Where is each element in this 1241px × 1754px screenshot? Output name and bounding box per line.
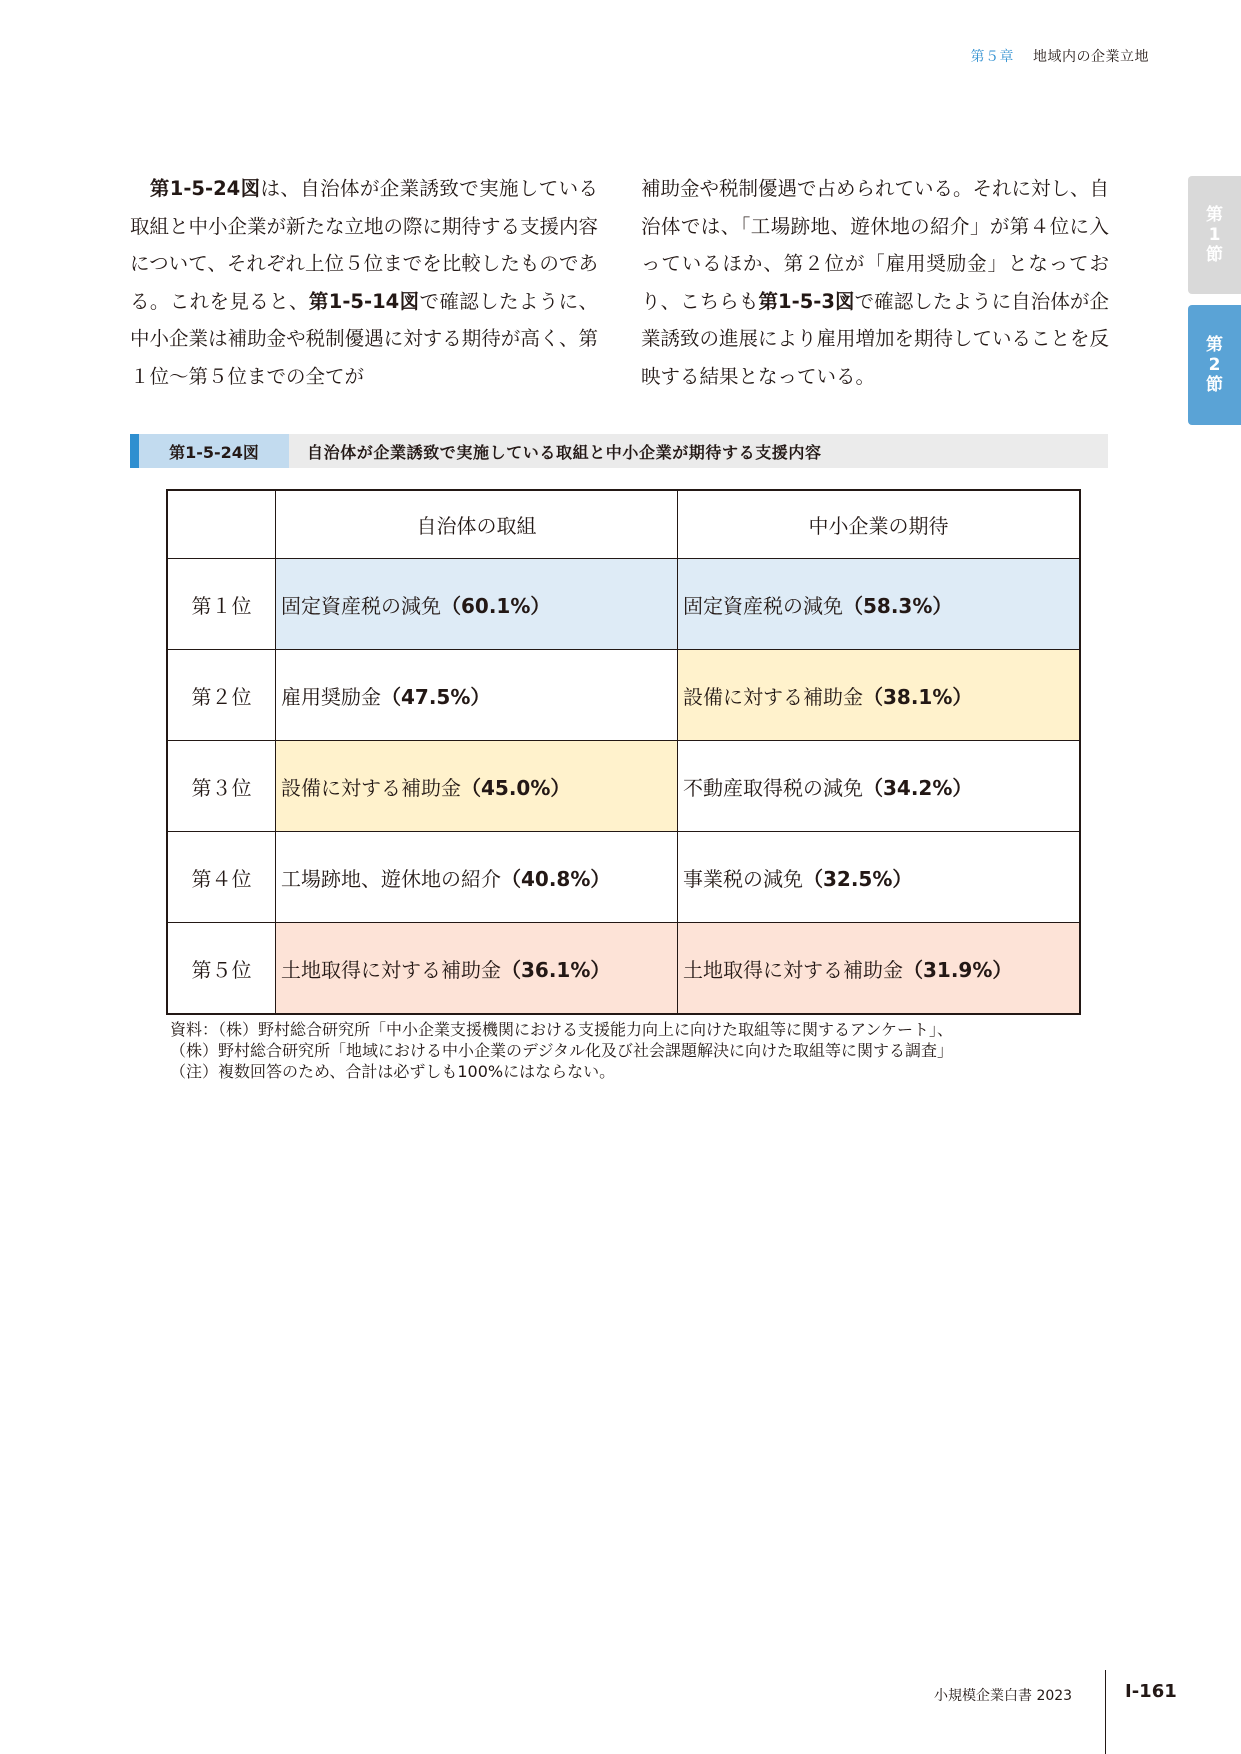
table-header-row — [167, 490, 1080, 559]
section-tab-1-label: 第 1 節 — [1206, 205, 1223, 265]
figure-title-bar — [130, 434, 1108, 468]
section-tab-2[interactable] — [1188, 305, 1241, 425]
figure-ref: 第1-5-3図 — [758, 289, 855, 313]
header-cell-municipality: 自治体の取組 — [276, 490, 678, 559]
figure-caption: 自治体が企業誘致で実施している取組と中小企業が期待する支援内容 — [307, 442, 822, 462]
chapter-label: 第５章 — [970, 49, 1015, 65]
header-cell-sme: 中小企業の期待 — [678, 490, 1081, 559]
table-row — [167, 559, 1080, 650]
figure-ref: 第1-5-24図 — [149, 177, 261, 200]
rank-cell: 第１位 — [167, 559, 276, 650]
municipality-cell: 雇用奨励金（47.5%） — [276, 650, 678, 741]
table-row — [167, 741, 1080, 832]
comparison-table — [166, 489, 1081, 1015]
paragraph-right: 補助金や税制優遇で占められている。それに対し、自治体では、「工場跡地、遊休地の紹介」が第４位に入っているほか、第２位が「雇用奨励金」となっており、こちらも第1-5-3図で確認したように自治体が企業誘致の進展により雇用増加を期待していることを反映する結果となっている。 — [641, 177, 1110, 388]
chapter-title: 地域内の企業立地 — [1033, 49, 1149, 65]
running-header — [971, 46, 1149, 66]
header-cell-blank — [167, 490, 276, 559]
sme-cell: 固定資産税の減免（58.3%） — [678, 559, 1081, 650]
sme-cell: 不動産取得税の減免（34.2%） — [678, 741, 1081, 832]
table-row — [167, 650, 1080, 741]
municipality-cell: 工場跡地、遊休地の紹介（40.8%） — [276, 832, 678, 923]
figure-ref: 第1-5-14図 — [308, 289, 420, 313]
municipality-cell: 設備に対する補助金（45.0%） — [276, 741, 678, 832]
section-tab-1[interactable] — [1188, 176, 1241, 294]
source-notes — [170, 1019, 953, 1082]
rank-cell: 第２位 — [167, 650, 276, 741]
figure-accent — [130, 434, 139, 468]
body-text-right — [641, 170, 1109, 395]
rank-cell: 第３位 — [167, 741, 276, 832]
sme-cell: 土地取得に対する補助金（31.9%） — [678, 923, 1081, 1015]
note-line: （株）野村総合研究所「地域における中小企業のデジタル化及び社会課題解決に向けた取組等に関する調査」 — [170, 1041, 954, 1060]
paragraph-left: 第1-5-24図は、自治体が企業誘致で実施している取組と中小企業が新たな立地の際に期待する支援内容について、それぞれ上位５位までを比較したものである。これを見ると、第1-5-14図で確認したように、中小企業は補助金や税制優遇に対する期待が高く、第１位〜第５位までの全てが — [130, 177, 599, 388]
figure-number: 第1-5-24図 — [139, 434, 289, 468]
table-row — [167, 923, 1080, 1015]
sme-cell: 事業税の減免（32.5%） — [678, 832, 1081, 923]
municipality-cell: 固定資産税の減免（60.1%） — [276, 559, 678, 650]
page-number: I-161 — [1125, 1681, 1177, 1702]
rank-cell: 第４位 — [167, 832, 276, 923]
sme-cell: 設備に対する補助金（38.1%） — [678, 650, 1081, 741]
municipality-cell: 土地取得に対する補助金（36.1%） — [276, 923, 678, 1015]
footer-book-title: 小規模企業白書 2023 — [934, 1688, 1073, 1704]
footer-divider — [1105, 1670, 1106, 1754]
note-line: 資料：（株）野村総合研究所「中小企業支援機関における支援能力向上に向けた取組等に関するアンケート」、 — [170, 1020, 954, 1039]
table-row — [167, 832, 1080, 923]
section-tab-2-label: 第 2 節 — [1206, 335, 1223, 395]
note-line: （注）複数回答のため、合計は必ずしも100%にはならない。 — [170, 1062, 616, 1081]
body-text-left — [130, 170, 598, 395]
rank-cell: 第５位 — [167, 923, 276, 1015]
